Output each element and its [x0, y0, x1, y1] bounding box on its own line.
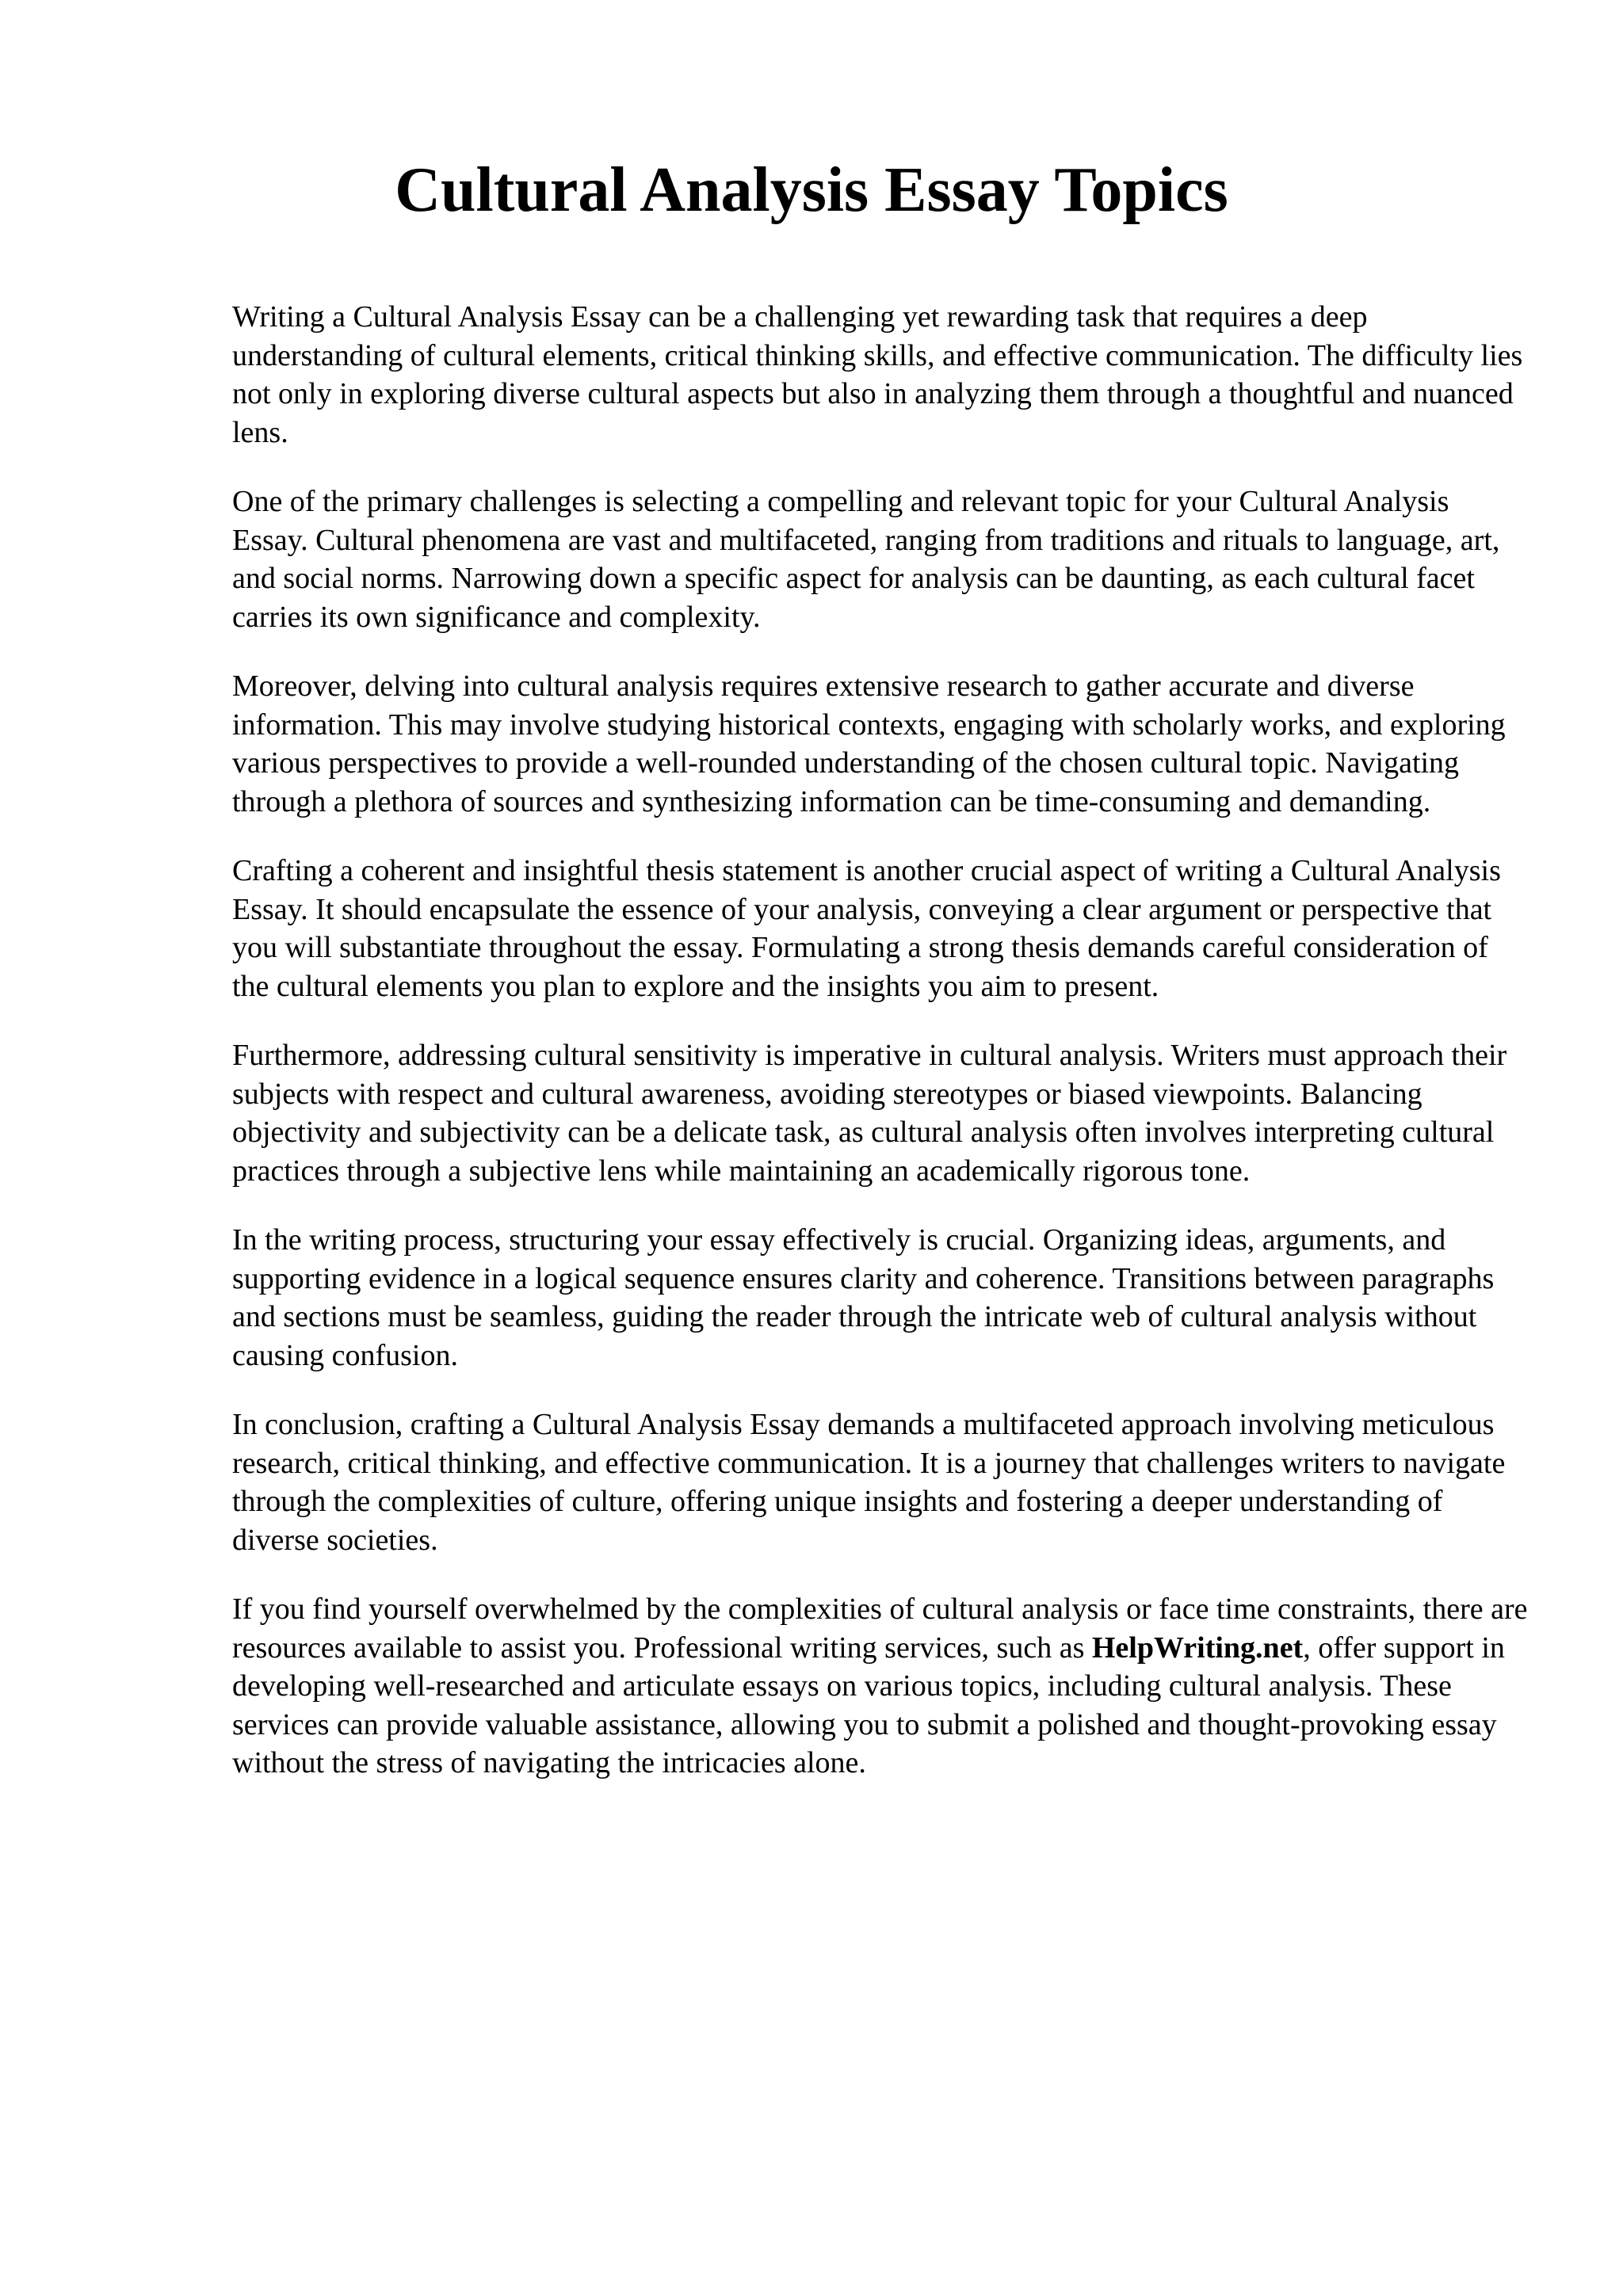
paragraph-8: [232, 1590, 1532, 1783]
document-title: Cultural Analysis Essay Topics: [395, 155, 1228, 225]
paragraph-3: Moreover, delving into cultural analysis requires extensive research to gather accurate and diverse information. This may involve studying historical contexts, engaging with scholarly works, and exploring various perspectives to provide a well-rounded understanding of the chosen cultural topic. Navigating through a plethora of sources and synthesizing information can be time-consuming and demanding.: [232, 669, 1506, 818]
paragraph-7: In conclusion, crafting a Cultural Analysis Essay demands a multifaceted approach involving meticulous research, critical thinking, and effective communication. It is a journey that challenges writers to navigate through the complexities of culture, offering unique insights and fostering a deeper understanding of diverse societies.: [232, 1408, 1506, 1557]
paragraph-8-text-after-link: , offer support in developing well-researched and articulate essays on various topics, including cultural analysis. These services can provide valuable assistance, allowing you to submit a polished and thought-provoking essay without the stress of navigating the intricacies alone.: [232, 1630, 1505, 1779]
paragraph-6: In the writing process, structuring your essay effectively is crucial. Organizing ideas, arguments, and supporting evidence in a logical sequence ensures clarity and coherence. Transitions between paragraphs and sections must be seamless, guiding the reader through the intricate web of cultural analysis without causing confusion.: [232, 1223, 1495, 1372]
paragraph-8-text-before-link: If you find yourself overwhelmed by the complexities of cultural analysis or face time constraints, there are resources available to assist you. Professional writing services, such as: [232, 1592, 1528, 1665]
helpwriting-link[interactable]: HelpWriting.net: [1091, 1630, 1304, 1665]
paragraph-4: Crafting a coherent and insightful thesis statement is another crucial aspect of writing a Cultural Analysis Essay. It should encapsulate the essence of your analysis, conveying a clear argument or perspective that you will substantiate throughout the essay. Formulating a strong thesis demands careful consideration of the cultural elements you plan to explore and the insights you aim to present.: [232, 854, 1501, 1003]
paragraph-2: One of the primary challenges is selecting a compelling and relevant topic for your Cultural Analysis Essay. Cultural phenomena are vast and multifaceted, ranging from traditions and rituals to language, art, and social norms. Narrowing down a specific aspect for analysis can be daunting, as each cultural facet carries its own significance and complexity.: [232, 485, 1500, 634]
document-body: [232, 298, 1532, 1814]
paragraph-1: Writing a Cultural Analysis Essay can be a challenging yet rewarding task that requires a deep understanding of cultural elements, critical thinking skills, and effective communication. The difficulty lies not only in exploring diverse cultural aspects but also in analyzing them through a thoughtful and nuanced lens.: [232, 300, 1523, 449]
paragraph-5: Furthermore, addressing cultural sensitivity is imperative in cultural analysis. Writers must approach their subjects with respect and cultural awareness, avoiding stereotypes or biased viewpoints. Balancing objectivity and subjectivity can be a delicate task, as cultural analysis often involves interpreting cultural practices through a subjective lens while maintaining an academically rigorous tone.: [232, 1039, 1507, 1188]
